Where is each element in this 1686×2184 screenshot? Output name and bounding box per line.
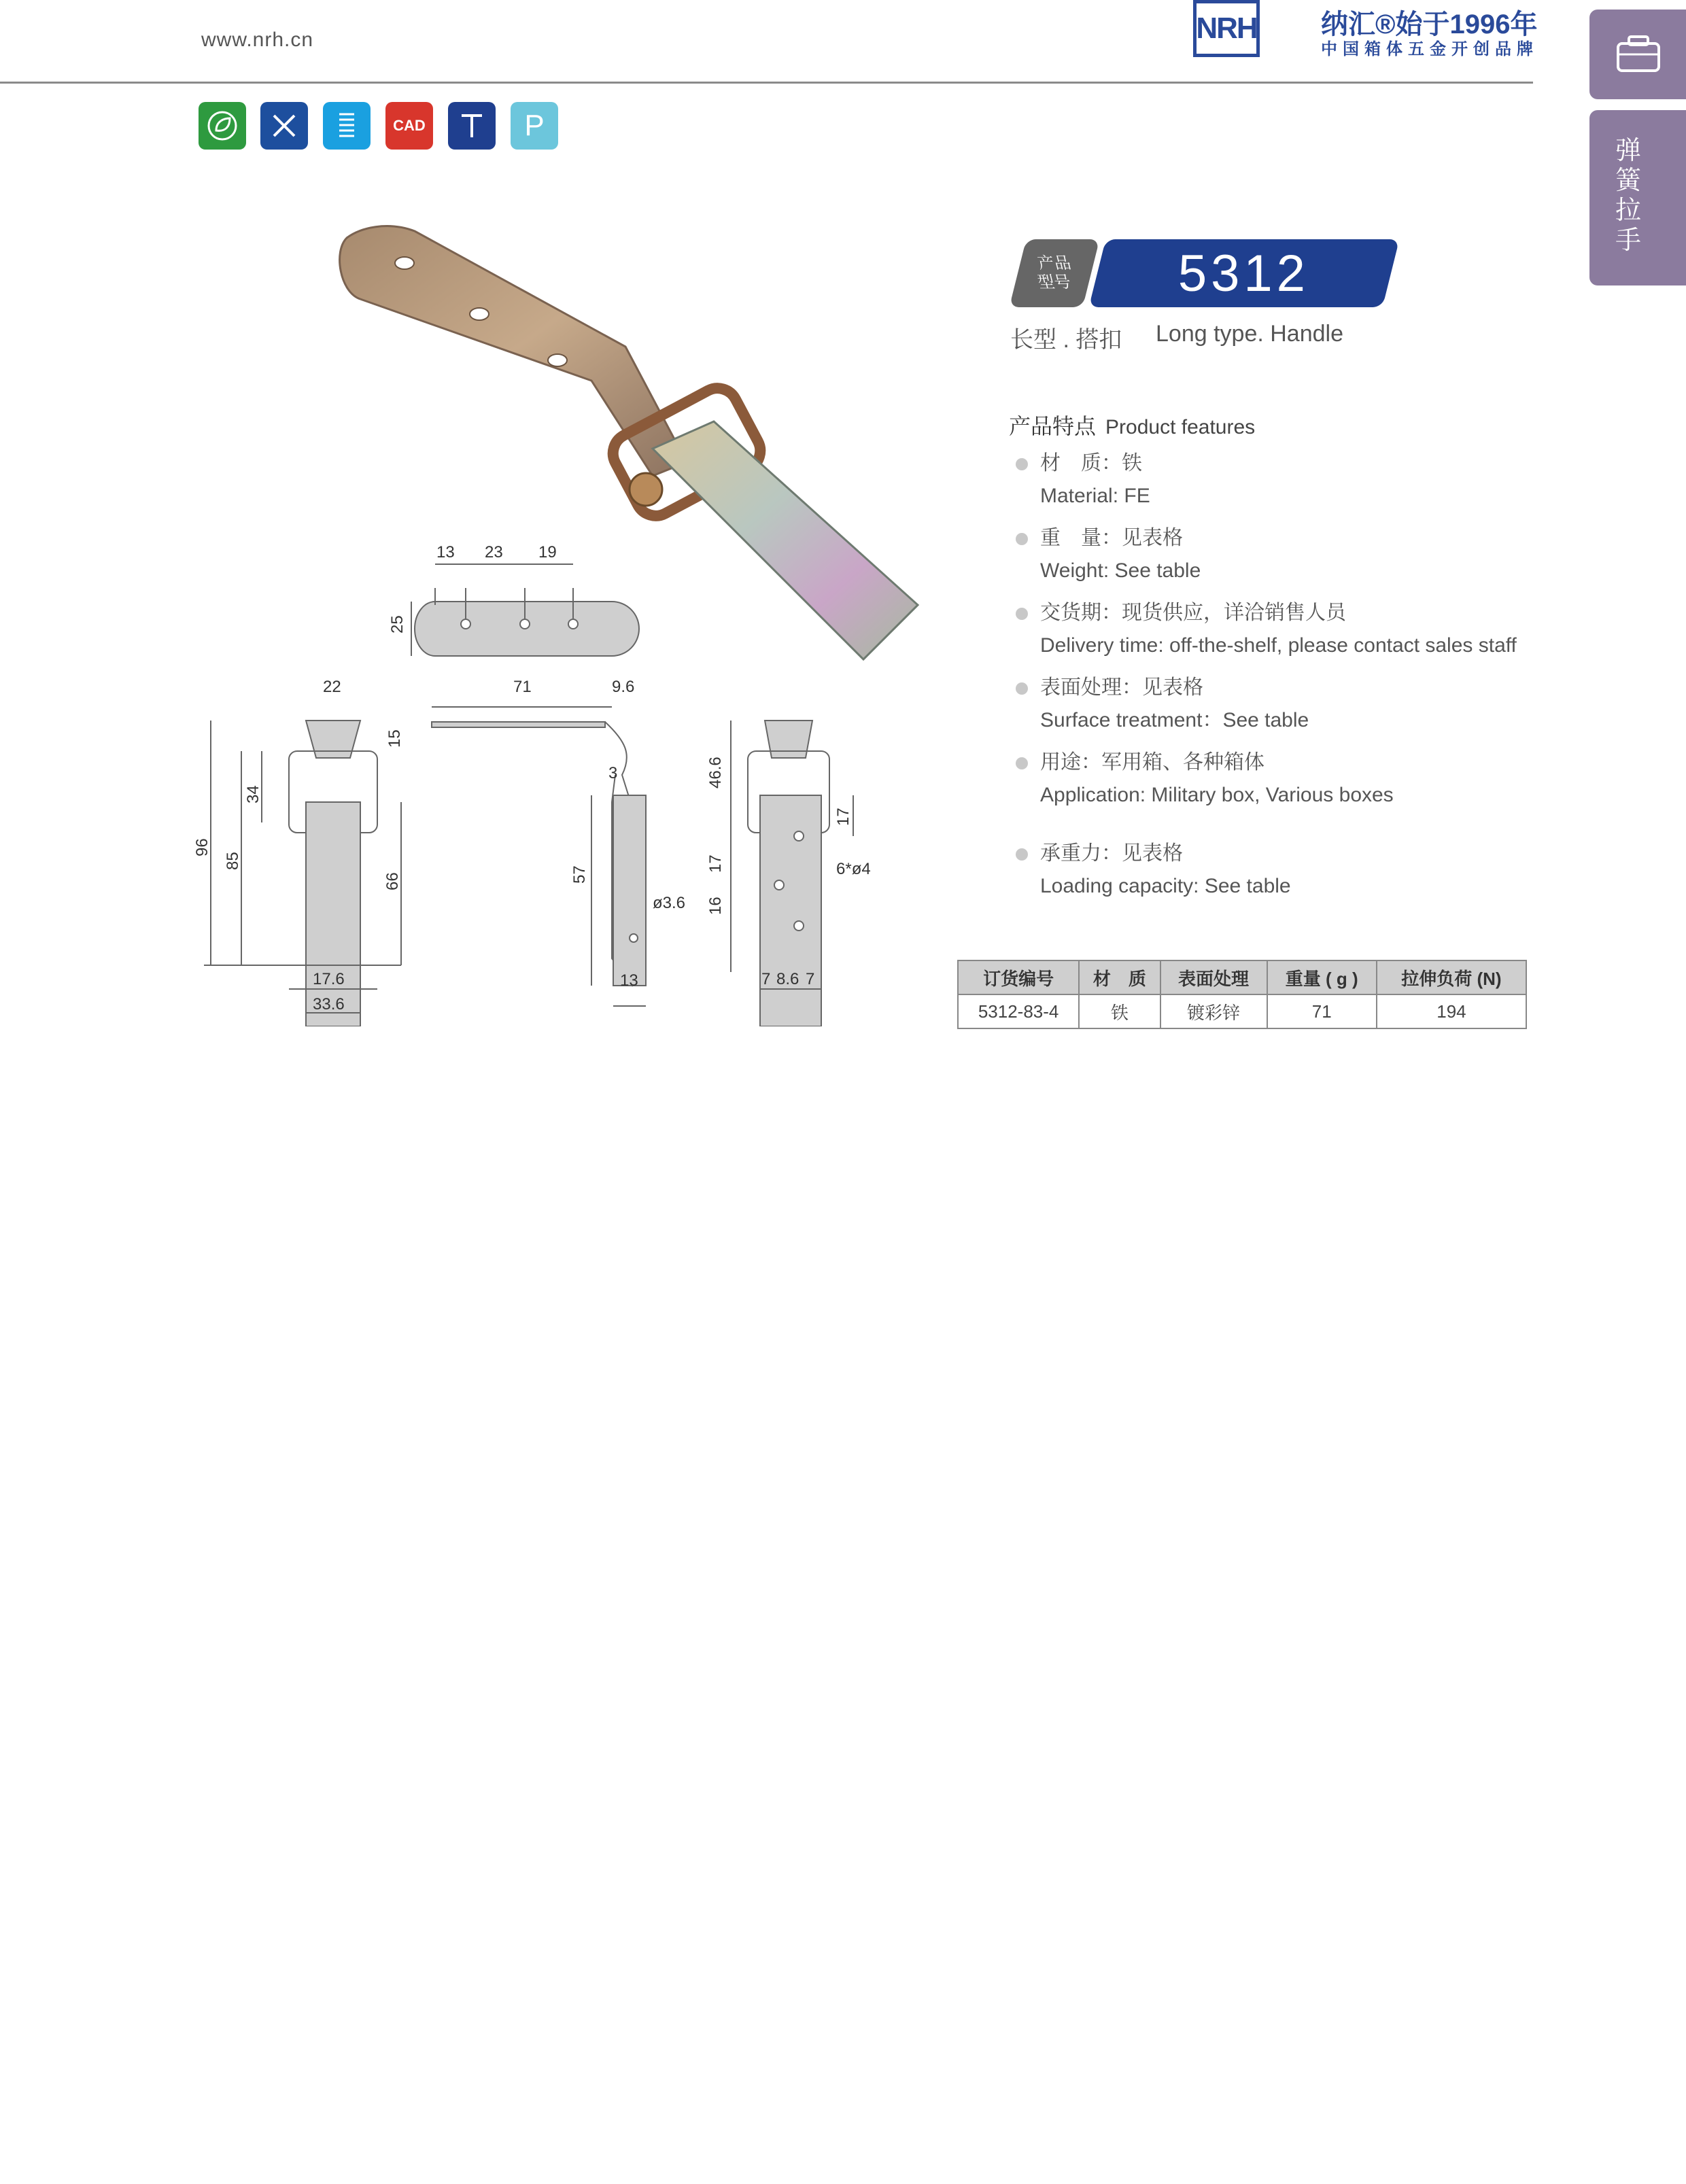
col-order-no: 订货编号 xyxy=(958,960,1079,994)
dim-8-6: 8.6 xyxy=(776,970,799,988)
technical-drawing xyxy=(190,537,911,1026)
table-row xyxy=(958,994,1526,1028)
dim-23: 23 xyxy=(485,543,503,561)
spec-table xyxy=(957,960,1527,1029)
dim-9-6: 9.6 xyxy=(612,678,635,696)
features-title-en: Product features xyxy=(1105,416,1256,438)
feature-material: 材 质：铁 Material: FE xyxy=(1016,447,1150,513)
dim-17-6: 17.6 xyxy=(313,970,345,988)
dim-17-lower: 17 xyxy=(706,854,725,873)
dim-19: 19 xyxy=(538,543,557,561)
dim-85: 85 xyxy=(224,852,242,870)
dim-96: 96 xyxy=(193,838,211,856)
model-number: 5312 xyxy=(1089,239,1400,307)
dim-34: 34 xyxy=(244,785,262,803)
dim-57: 57 xyxy=(570,865,589,884)
dim-3: 3 xyxy=(608,764,618,782)
header-divider xyxy=(0,82,1533,84)
dim-25: 25 xyxy=(388,615,407,634)
cell-order-no: 5312-83-4 xyxy=(958,994,1079,1028)
parking-icon[interactable] xyxy=(511,102,558,150)
feature-surface: 表面处理：见表格 Surface treatment：See table xyxy=(1016,672,1309,737)
case-icon xyxy=(1589,10,1686,99)
features-title: 产品特点 Product features xyxy=(1009,414,1256,438)
model-tag-line2: 型号 xyxy=(1035,273,1073,292)
cell-material: 铁 xyxy=(1079,994,1160,1028)
model-tag-line1: 产品 xyxy=(1035,254,1073,273)
eco-leaf-icon[interactable] xyxy=(199,102,246,150)
cell-tensile-load: 194 xyxy=(1377,994,1526,1028)
product-subtitle-en: Long type. Handle xyxy=(1156,321,1343,347)
side-tab-home[interactable] xyxy=(1589,10,1686,99)
cell-weight: 71 xyxy=(1267,994,1377,1028)
dim-16: 16 xyxy=(706,897,725,915)
dim-13-top: 13 xyxy=(436,543,455,561)
feature-loading: 承重力：见表格 Loading capacity: See table xyxy=(1016,837,1291,903)
rivet-icon[interactable] xyxy=(448,102,496,150)
col-weight: 重量 ( g ) xyxy=(1267,960,1377,994)
brand-slogan: 纳汇®始于1996年 xyxy=(1321,10,1538,39)
cad-icon[interactable] xyxy=(385,102,433,150)
dim-7-right: 7 xyxy=(806,970,815,988)
design-tools-icon[interactable] xyxy=(260,102,308,150)
feature-application: 用途：军用箱、各种箱体 Application: Military box, Various boxes xyxy=(1016,746,1394,812)
site-url[interactable]: www.nrh.cn xyxy=(201,29,314,51)
product-subtitle-cn: 长型 . 搭扣 xyxy=(1010,327,1122,353)
cell-surface: 镀彩锌 xyxy=(1160,994,1267,1028)
col-tensile-load: 拉伸负荷 (N) xyxy=(1377,960,1526,994)
col-material: 材 质 xyxy=(1079,960,1160,994)
dim-71: 71 xyxy=(513,678,532,696)
dim-15: 15 xyxy=(385,729,404,748)
spring-icon[interactable] xyxy=(323,102,371,150)
dim-22: 22 xyxy=(323,678,341,696)
dim-17-upper: 17 xyxy=(834,808,853,826)
dim-d3-6: ø3.6 xyxy=(653,894,686,912)
feature-weight: 重 量：见表格 Weight: See table xyxy=(1016,522,1201,587)
dim-13-side: 13 xyxy=(620,971,638,990)
table-header-row xyxy=(958,960,1526,994)
feature-delivery: 交货期：现货供应，详洽销售人员 Delivery time: off-the-shelf, please contact sales staff xyxy=(1016,597,1517,662)
cad-icon-label: CAD xyxy=(393,117,426,134)
dim-holes: 6*ø4 xyxy=(836,860,871,878)
col-surface: 表面处理 xyxy=(1160,960,1267,994)
dim-46-6: 46.6 xyxy=(706,757,725,788)
dim-66: 66 xyxy=(383,872,402,890)
parking-icon-label: P xyxy=(524,109,545,142)
model-tag xyxy=(1010,239,1100,307)
brand-tagline: 中国箱体五金开创品牌 xyxy=(1321,40,1538,58)
side-tab-label: 弹簧拉手 xyxy=(1615,137,1641,255)
dim-33-6: 33.6 xyxy=(313,995,345,1013)
brand-logo: NRH xyxy=(1193,0,1260,57)
dim-7-left: 7 xyxy=(761,970,771,988)
